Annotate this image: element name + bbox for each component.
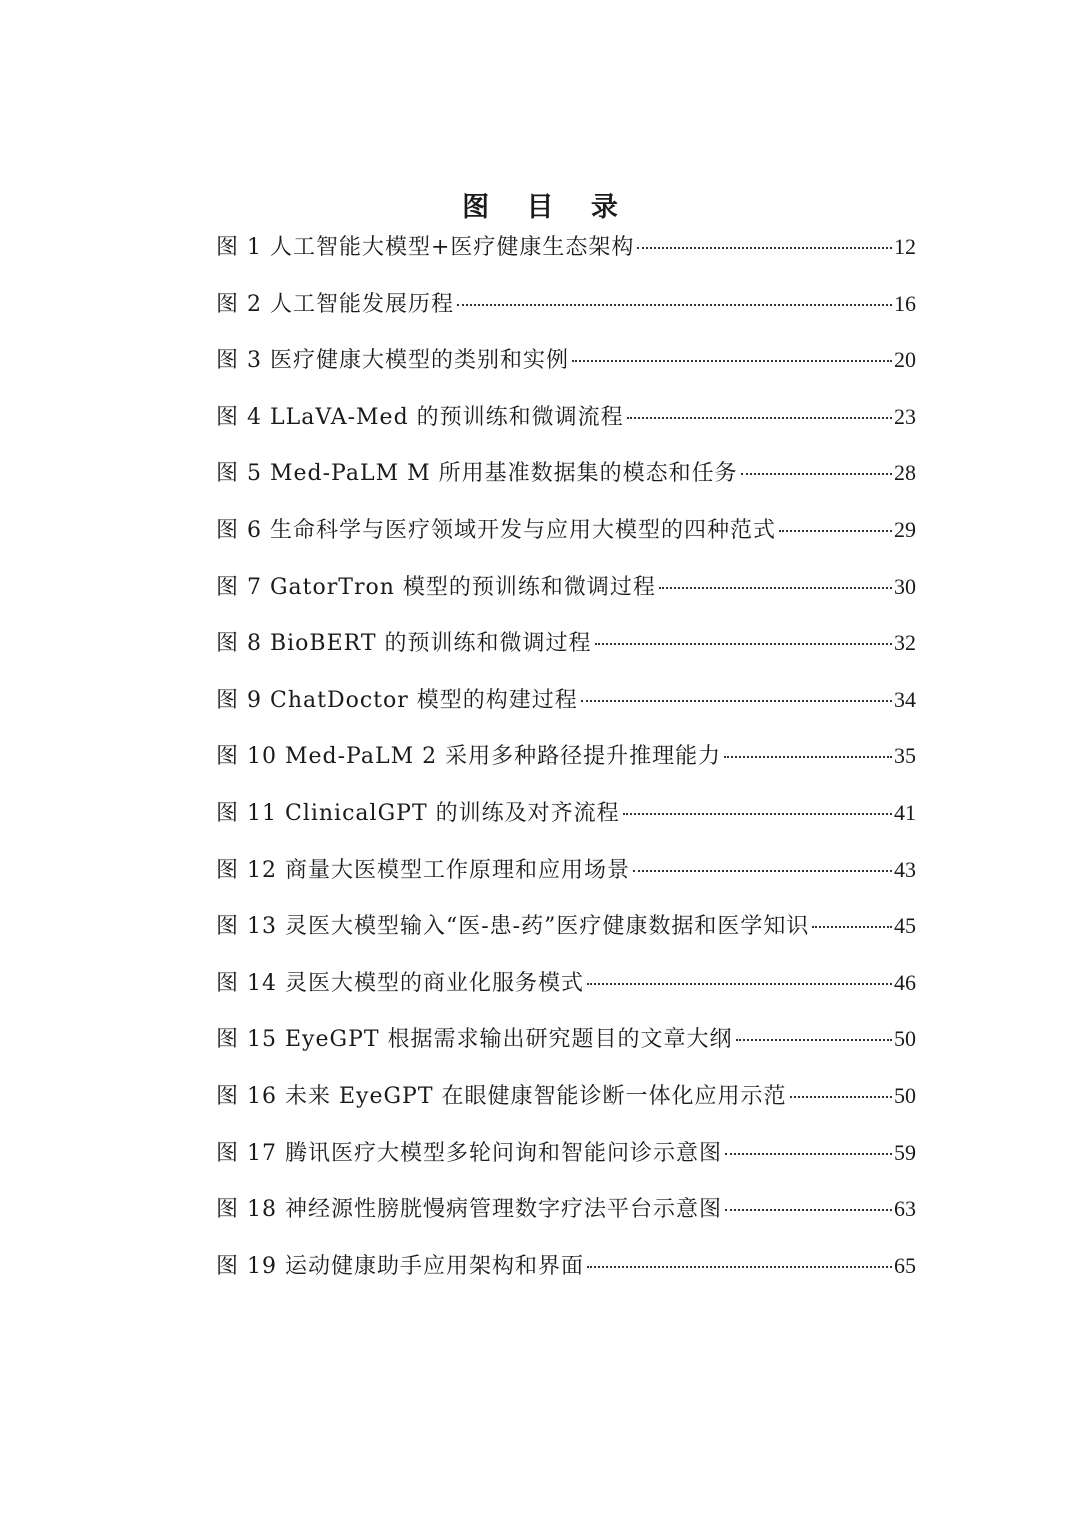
leader-dots: [633, 870, 892, 872]
toc-entry-label: 图 12 商量大医模型工作原理和应用场景: [216, 857, 630, 883]
leader-dots: [736, 1039, 892, 1041]
toc-entry[interactable]: [216, 618, 916, 675]
toc-entry-label: 图 2 人工智能发展历程: [216, 291, 454, 317]
leader-dots: [627, 417, 892, 419]
toc-entry-page: 63: [894, 1196, 916, 1222]
toc-entry[interactable]: [216, 1128, 916, 1185]
toc-entry[interactable]: [216, 335, 916, 392]
toc-entry-page: 32: [894, 630, 916, 656]
figure-list: [216, 222, 916, 1297]
leader-dots: [741, 473, 892, 475]
leader-dots: [637, 247, 892, 249]
toc-entry[interactable]: [216, 845, 916, 902]
toc-entry[interactable]: [216, 392, 916, 449]
toc-entry-page: 43: [894, 856, 916, 882]
toc-entry-page: 35: [894, 743, 916, 769]
toc-entry-page: 65: [894, 1252, 916, 1278]
toc-entry-page: 34: [894, 686, 916, 712]
toc-entry-label: 图 19 运动健康助手应用架构和界面: [216, 1253, 584, 1279]
toc-entry-label: 图 11 ClinicalGPT 的训练及对齐流程: [216, 800, 620, 826]
toc-entry-label: 图 14 灵医大模型的商业化服务模式: [216, 970, 584, 996]
toc-entry-page: 16: [894, 290, 916, 316]
leader-dots: [587, 983, 892, 985]
leader-dots: [587, 1266, 892, 1268]
leader-dots: [581, 700, 892, 702]
toc-entry[interactable]: [216, 1014, 916, 1071]
toc-entry-label: 图 9 ChatDoctor 模型的构建过程: [216, 687, 578, 713]
toc-entry-label: 图 17 腾讯医疗大模型多轮问询和智能问诊示意图: [216, 1140, 722, 1166]
toc-entry[interactable]: [216, 958, 916, 1015]
toc-entry-page: 23: [894, 403, 916, 429]
leader-dots: [724, 756, 892, 758]
toc-entry[interactable]: [216, 279, 916, 336]
leader-dots: [572, 360, 892, 362]
toc-entry-page: 28: [894, 460, 916, 486]
leader-dots: [725, 1153, 892, 1155]
toc-entry[interactable]: [216, 1241, 916, 1298]
toc-entry-label: 图 16 未来 EyeGPT 在眼健康智能诊断一体化应用示范: [216, 1083, 787, 1109]
toc-entry-label: 图 15 EyeGPT 根据需求输出研究题目的文章大纲: [216, 1027, 733, 1053]
toc-entry[interactable]: [216, 448, 916, 505]
toc-entry-page: 59: [894, 1139, 916, 1165]
page-title: 图 目 录: [462, 192, 632, 224]
toc-entry-page: 12: [894, 234, 916, 259]
toc-entry-page: 29: [894, 516, 916, 542]
toc-entry-page: 50: [894, 1082, 916, 1108]
toc-entry-label: 图 3 医疗健康大模型的类别和实例: [216, 348, 569, 374]
toc-entry-page: 41: [894, 799, 916, 825]
toc-entry[interactable]: [216, 1071, 916, 1128]
leader-dots: [812, 926, 892, 928]
leader-dots: [725, 1209, 892, 1211]
toc-entry[interactable]: [216, 731, 916, 788]
toc-entry-label: 图 13 灵医大模型输入“医-患-药”医疗健康数据和医学知识: [216, 914, 810, 940]
toc-entry-label: 图 8 BioBERT 的预训练和微调过程: [216, 631, 592, 657]
leader-dots: [457, 304, 892, 306]
toc-entry-label: 图 4 LLaVA-Med 的预训练和微调流程: [216, 404, 624, 430]
toc-entry-label: 图 1 人工智能大模型+医疗健康生态架构: [216, 235, 635, 260]
leader-dots: [623, 813, 892, 815]
toc-entry[interactable]: [216, 222, 916, 279]
toc-entry[interactable]: [216, 901, 916, 958]
leader-dots: [790, 1096, 892, 1098]
toc-entry-label: 图 10 Med-PaLM 2 采用多种路径提升推理能力: [216, 744, 722, 770]
toc-entry-label: 图 18 神经源性膀胱慢病管理数字疗法平台示意图: [216, 1197, 722, 1223]
toc-entry[interactable]: [216, 505, 916, 562]
leader-dots: [595, 643, 892, 645]
toc-entry-page: 45: [894, 913, 916, 939]
toc-entry-label: 图 5 Med-PaLM M 所用基准数据集的模态和任务: [216, 461, 738, 487]
toc-entry-label: 图 7 GatorTron 模型的预训练和微调过程: [216, 574, 656, 600]
toc-entry-page: 30: [894, 573, 916, 599]
leader-dots: [659, 587, 892, 589]
toc-entry-page: 46: [894, 969, 916, 995]
toc-entry[interactable]: [216, 788, 916, 845]
leader-dots: [779, 530, 892, 532]
toc-entry[interactable]: [216, 1184, 916, 1241]
toc-entry-page: 20: [894, 347, 916, 373]
toc-entry[interactable]: [216, 675, 916, 732]
toc-entry[interactable]: [216, 562, 916, 619]
toc-entry-page: 50: [894, 1026, 916, 1052]
toc-entry-label: 图 6 生命科学与医疗领域开发与应用大模型的四种范式: [216, 517, 776, 543]
